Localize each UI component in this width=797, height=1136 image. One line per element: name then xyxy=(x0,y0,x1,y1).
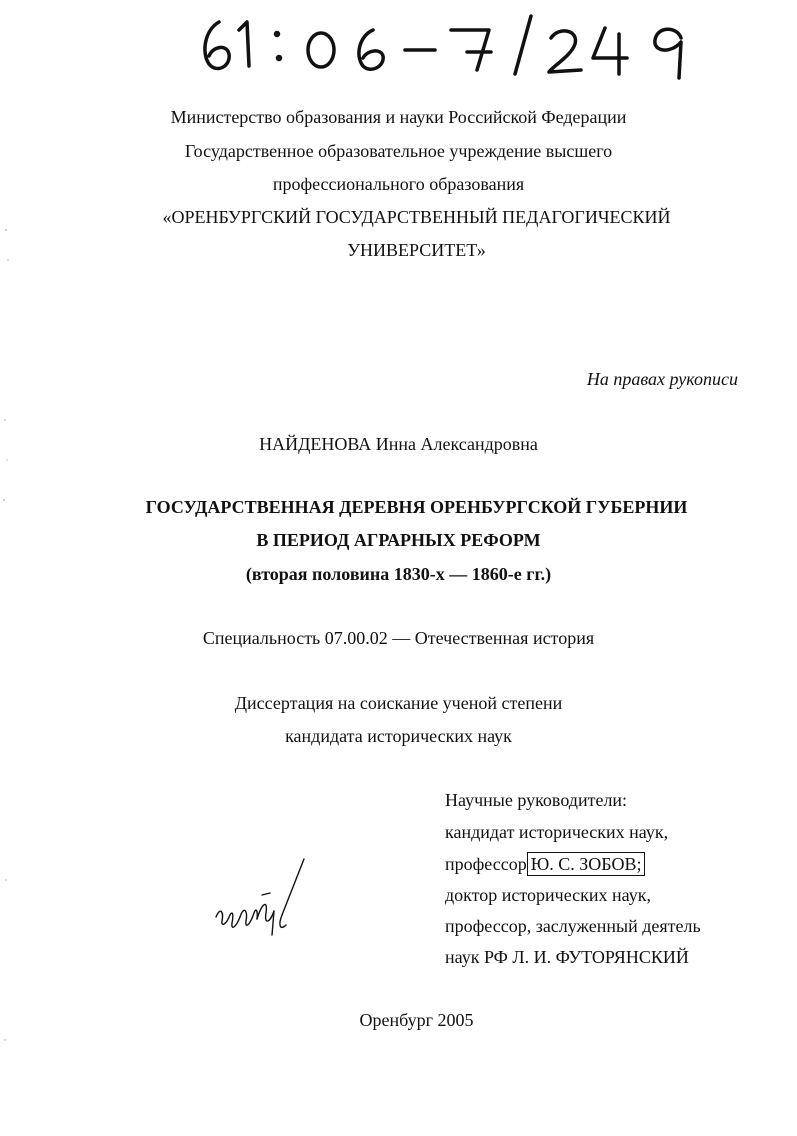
title-line-1: ГОСУДАРСТВЕННАЯ ДЕРЕВНЯ ОРЕНБУРГСКОЙ ГУБЕРНИИ xyxy=(145,497,688,517)
handwritten-archive-code xyxy=(195,8,705,80)
institution-line-2: профессионального образования xyxy=(272,174,525,194)
university-name-line-2: УНИВЕРСИТЕТ» xyxy=(347,240,486,260)
university-name-line-1: «ОРЕНБУРГСКИЙ ГОСУДАРСТВЕННЫЙ ПЕДАГОГИЧЕСКИЙ xyxy=(162,207,671,227)
title-line-2: В ПЕРИОД АГРАРНЫХ РЕФОРМ xyxy=(256,530,541,550)
dissertation-line-2: кандидата исторических наук xyxy=(285,726,512,746)
supervisor-2-degree: доктор исторических наук, xyxy=(445,885,651,905)
rights-note: На правах рукописи xyxy=(586,369,738,389)
city-year: Оренбург 2005 xyxy=(359,1010,474,1030)
author-name: НАЙДЕНОВА Инна Александровна xyxy=(259,434,538,454)
supervisor-1-degree: кандидат исторических наук, xyxy=(445,822,669,842)
scan-edge-specks xyxy=(0,0,20,1136)
dissertation-line-1: Диссертация на соискание ученой степени xyxy=(234,693,563,713)
supervisor-2-title: профессор, заслуженный деятель xyxy=(445,916,701,936)
supervisor-1-name-boxed: Ю. С. ЗОБОВ; xyxy=(527,852,646,876)
title-period: (вторая половина 1830-х — 1860-е гг.) xyxy=(245,564,552,584)
handwritten-signature xyxy=(212,855,312,945)
supervisors-heading: Научные руководители: xyxy=(445,790,628,810)
institution-line-1: Государственное образовательное учреждение высшего xyxy=(184,141,613,161)
supervisor-2-name: наук РФ Л. И. ФУТОРЯНСКИЙ xyxy=(445,947,689,967)
ministry-line: Министерство образования и науки Российской Федерации xyxy=(170,107,627,127)
specialty: Специальность 07.00.02 — Отечественная история xyxy=(202,628,595,648)
supervisor-1-title: профессор xyxy=(445,854,527,874)
supervisor-1-name-line xyxy=(445,852,645,876)
